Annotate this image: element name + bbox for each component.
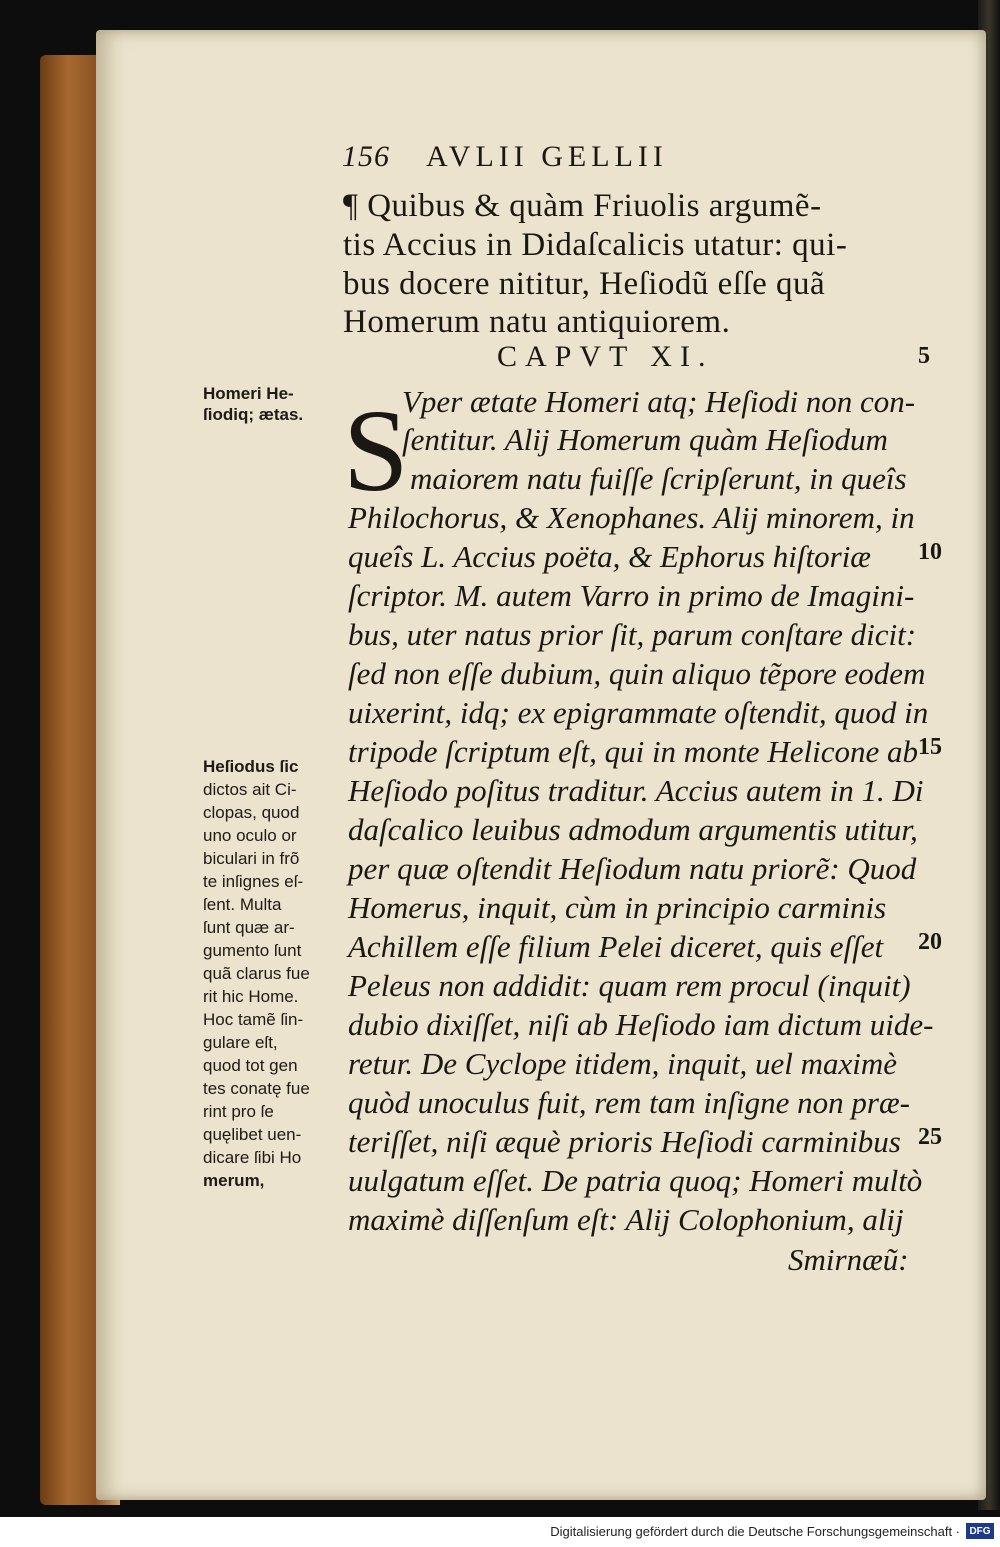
body-line: maiorem natu fuiſſe ſcripſerunt, in queîs [410,461,907,496]
chapter-heading-line: tis Accius in Didaſcalicis utatur: qui- [343,227,848,263]
drop-capital: S [343,385,409,516]
margin-note-line: ſunt quæ ar- [203,918,295,937]
margin-note-line: gumento ſunt [203,941,302,960]
body-line: quòd unoculus fuit, rem tam inſigne non præ- [348,1085,910,1120]
body-line: per quæ oſtendit Heſiodum natu priorẽ: Quod [348,851,917,886]
margin-note-line: Heſiodus ſic [203,757,299,776]
body-line: Homerus, inquit, cùm in principio carminis [348,890,887,925]
line-number: 25 [918,1124,942,1150]
chapter-heading-line: ¶ Quibus & quàm Friuolis argumẽ- [343,188,822,224]
margin-note-line: merum, [203,1171,265,1190]
margin-note-line: quod tot gen [203,1056,298,1075]
footer-bar [0,1517,1000,1547]
margin-note-line: clopas, quod [203,803,300,822]
body-line: Achillem eſſe filium Pelei diceret, quis eſſet [348,929,884,964]
chapter-heading-line: bus docere nititur, Heſiodũ eſſe quã [343,266,826,302]
body-line: Heſiodo poſitus traditur. Accius autem in 1. Di [348,773,924,808]
margin-note-line: tes conatę fue [203,1079,310,1098]
margin-note-line: Homeri He- [203,384,294,403]
margin-note-line: ſent. Multa [203,895,282,914]
body-line: Philochorus, & Xenophanes. Alij minorem, in [348,500,915,535]
margin-note-line: gulare eſt, [203,1033,278,1052]
margin-note-line: rint pro ſe [203,1102,274,1121]
margin-note-line: Hoc tamẽ ſin- [203,1010,304,1029]
margin-note-line: dicare ſibi Ho [203,1148,302,1167]
chapter-heading-line: Homerum natu antiquiorem. [343,304,731,340]
line-number: 15 [918,734,942,760]
footer-credit: Digitalisierung gefördert durch die Deutsche Forschungsgemeinschaft · [550,1524,960,1539]
body-line: retur. De Cyclope itidem, inquit, uel maximè [348,1046,897,1081]
line-number: 5 [918,343,930,369]
body-line: uulgatum eſſet. De patria quoq; Homeri multò [348,1163,923,1198]
body-line: ſentitur. Alij Homerum quàm Heſiodum [402,422,888,457]
body-line: dubio dixiſſet, niſi ab Heſiodo iam dictum uide- [348,1007,934,1042]
margin-note-line: te inſignes eſ- [203,872,304,891]
body-line: queîs L. Accius poëta, & Ephorus hiſtoriæ [348,539,871,574]
body-line: ſed non eſſe dubium, quin aliquo tẽpore eodem [348,656,926,691]
body-line: bus, uter natus prior ſit, parum conſtare dicit: [348,617,917,652]
margin-note-line: dictos ait Ci- [203,780,297,799]
body-line: daſcalico leuibus admodum argumentis utitur, [348,812,918,847]
running-head [342,140,668,174]
body-line: tripode ſcriptum eſt, qui in monte Helicone ab [348,734,918,769]
chapter-number: CAPVT XI. [497,340,714,373]
margin-note-line: quęlibet uen- [203,1125,302,1144]
body-line: ſcriptor. M. autem Varro in primo de Imagini- [348,578,915,613]
margin-note-line: rit hic Home. [203,987,299,1006]
body-line: maximè diſſenſum eſt: Alij Colophonium, alij [348,1202,904,1237]
dfg-logo-icon: DFG [966,1523,994,1539]
running-title: AVLII GELLII [426,140,668,173]
page-number: 156 [342,140,390,173]
catchword: Smirnæũ: [788,1242,909,1277]
body-line: uixerint, idq; ex epigrammate oſtendit, quod in [348,695,929,730]
body-line: teriſſet, niſi æquè prioris Heſiodi carminibus [348,1124,901,1159]
line-number: 20 [918,929,942,955]
margin-note-line: biculari in frõ [203,849,300,868]
body-line: Vper ætate Homeri atq; Heſiodi non con- [402,384,916,419]
line-number: 10 [918,539,942,565]
margin-note-line: ſiodiq; ætas. [203,405,304,424]
body-line: Peleus non addidit: quam rem procul (inquit) [348,968,911,1003]
margin-note-line: uno oculo or [203,826,297,845]
margin-note-line: quã clarus fue [203,964,310,983]
